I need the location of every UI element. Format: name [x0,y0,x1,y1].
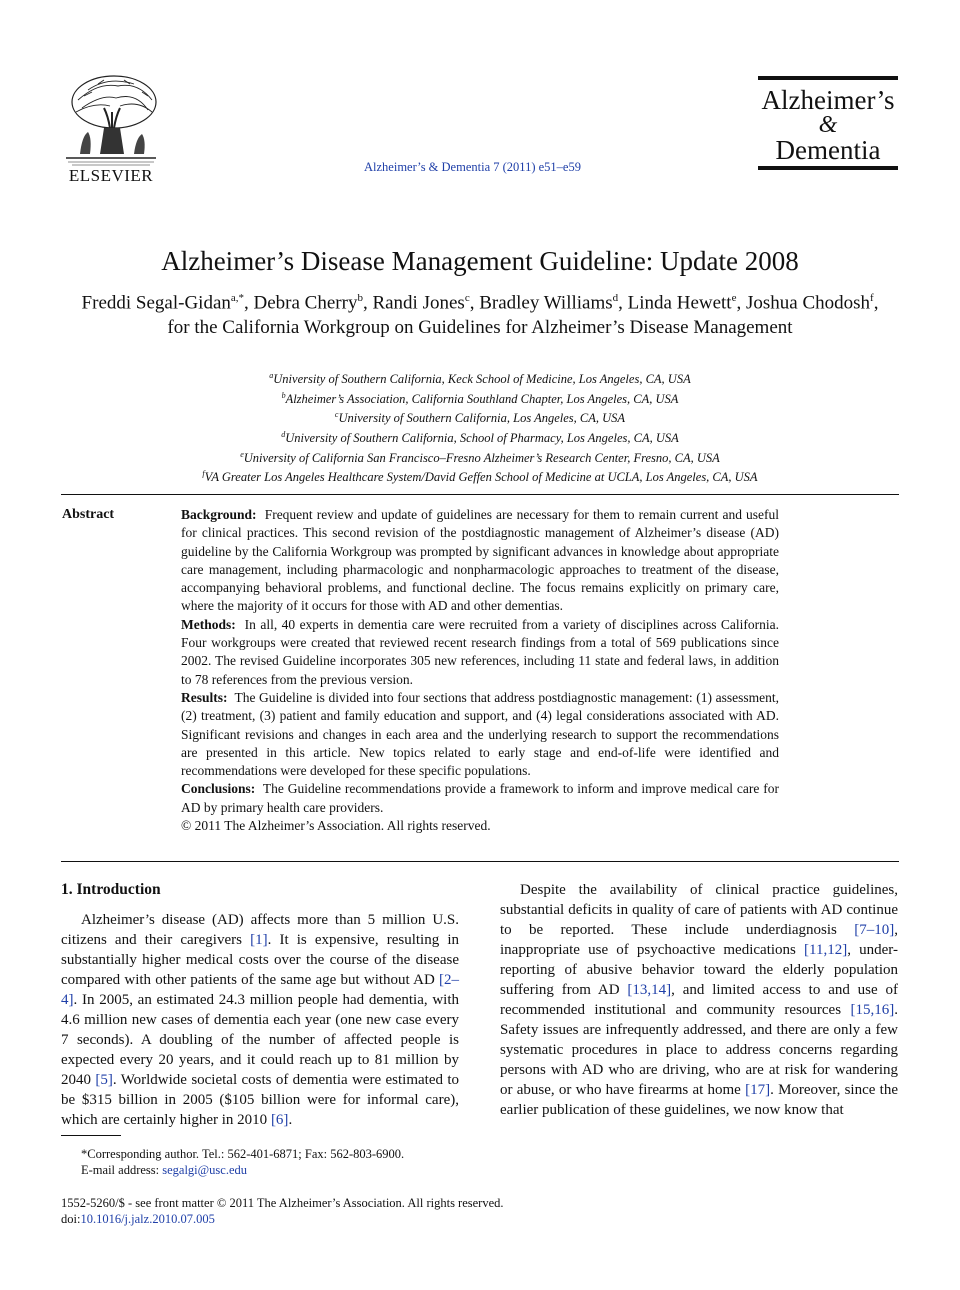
author-affil-sup: d [612,292,619,304]
journal-title-line2: Dementia [775,135,881,165]
body-paragraph: Despite the availability of clinical practice guidelines, substantial deficits in quality of care of patients with AD continue to be reported. These include underdiagnosis [7–10], inappropriate use of psychoactive medications [11,12], under-reporting of abusive behavior toward the elderly population suffering from AD [13,14], and limited access to and use of recommended institutional and community resources [15,16]. Safety issues are infrequently addressed, and there are only a few systematic procedures in place to address concerns regarding persons with AD who are driving, who are at risk for wandering or abuse, or who have firearms at home [17]. Moreover, since the earlier publication of these guidelines, we now know that [500,882,899,1118]
author-name[interactable]: Freddi Segal-Gidan [81,292,231,314]
reference-link[interactable]: [15,16] [850,1002,895,1018]
author-affil-sup: f [870,292,874,304]
publication-info [61,1195,504,1227]
workgroup-name: for the California Workgroup on Guidelines for Alzheimer’s Disease Management [167,317,793,339]
section-heading: 1. Introduction [61,881,161,898]
affiliation-item: $^f$VA Greater Los Angeles Healthcare System/David Geffen School of Medicine at UCLA, Los Angeles, CA, USA [202,469,758,485]
reference-link[interactable]: [6] [270,1112,289,1128]
author-name[interactable]: Debra Cherry [253,292,358,314]
footnotes [81,1146,404,1178]
affiliation-item: $^c$University of Southern California, Los Angeles, CA, USA [334,410,626,426]
email-link[interactable]: segalgi@usc.edu [162,1163,247,1177]
reference-link[interactable]: [13,14] [627,982,672,998]
doi-line: doi:10.1016/j.jalz.2010.07.005 [61,1212,215,1226]
body-column-left [61,880,459,1130]
journal-title-line1: Alzheimer’s [761,85,895,115]
reference-link[interactable]: [11,12] [804,942,848,958]
reference-link[interactable]: [7–10] [854,922,895,938]
publisher-name: ELSEVIER [68,166,154,185]
affiliation-item: $^d$University of Southern California, School of Pharmacy, Los Angeles, CA, USA [281,429,679,446]
journal-citation[interactable]: Alzheimer’s & Dementia 7 (2011) e51–e59 [364,160,581,174]
abstract-background: Background: Frequent review and update of guidelines are necessary for them to remain current and useful for clinical practices. This second revision of the postdiagnostic management of Alzheimer’s disease (AD) guideline by the California Workgroup was prompted by significant advances in knowledge about appropriate care management, including pharmacologic and nonpharmacologic approaches to treatment of the disease, accompanying behavioral problems, and functional decline. The focus remains explicitly on primary care, where the majority of it occurs for those with AD and other dementias. [181,507,780,614]
body-paragraph: Alzheimer’s disease (AD) affects more than 5 million U.S. citizens and their caregivers [1]. It is expensive, resulting in substantially higher medical costs over the course of the disease compared with other patients of the same age but without AD [2–4]. In 2005, an estimated 24.3 million people had dementia, with 4.6 million new cases of dementia each year (one new case every 7 seconds). A doubling of the number of affected people is expected every 20 years, and it could reach up to 81 million by 2040 [5]. Worldwide societal costs of dementia were estimated to be $315 billion in 2005 ($105 billion were for informal care), which are certainly higher in 2010 [6]. [61,912,459,1128]
affiliation-item: $^e$University of California San Francisco–Fresno Alzheimer’s Research Center, Fresno, CA, USA [240,449,720,465]
author-affil-sup: e [731,292,737,304]
article-title: Alzheimer’s Disease Management Guideline: Update 2008 [161,246,799,276]
abstract-results: Results: The Guideline is divided into four sections that address postdiagnostic management: (1) assessment, (2) treatment, (3) patient and family education and support, and (4) legal considerations associated with AD. Significant revisions and changes in each area and the underlying research to support the recommendations are presented in this article. New topics related to early stage and end-of-life were identified and recommendations were developed for these specific populations. [181,689,779,779]
author-name[interactable]: Randi Jones [372,292,465,314]
email-note: E-mail address: segalgi@usc.edu [81,1163,247,1177]
author-name[interactable]: Linda Hewett [627,292,732,314]
doi-link[interactable]: 10.1016/j.jalz.2010.07.005 [80,1212,215,1226]
author-name[interactable]: Joshua Chodosh [745,292,871,314]
issn-line: 1552-5260/$ - see front matter © 2011 The Alzheimer’s Association. All rights reserved. [61,1196,504,1210]
reference-link[interactable]: [17] [745,1082,771,1098]
abstract-bottom-rule [61,861,899,862]
reference-link[interactable]: [5] [95,1072,113,1088]
author-affil-sup: c [464,292,470,304]
corresponding-author-note: *Corresponding author. Tel.: 562-401-6871; Fax: 562-803-6900. [81,1147,405,1161]
reference-link[interactable]: [2–4] [61,972,459,1008]
journal-masthead [758,76,898,170]
body-column-right [500,880,898,1120]
abstract-copyright: © 2011 The Alzheimer’s Association. All rights reserved. [181,818,491,834]
author-affil-sup: a,* [230,292,245,304]
affiliation-list [80,368,880,486]
footnote-rule [61,1135,121,1136]
abstract-top-rule [61,494,899,495]
author-name[interactable]: Bradley Williams [479,292,613,314]
affiliation-item: $^b$Alzheimer’s Association, California Southland Chapter, Los Angeles, CA, USA [281,390,679,406]
abstract-conclusions: Conclusions: The Guideline recommendations provide a framework to inform and improve medical care for AD by primary health care providers. [181,781,779,815]
journal-title-amp: & [818,112,838,138]
abstract-methods: Methods: In all, 40 experts in dementia care were recruited from a variety of disciplines across California. Four workgroups were created that reviewed recent research findings from a total of 569 publications since 2002. The revised Guideline incorporates 305 new references, including 11 state and federal laws, in addition to 78 references from the previous version. [181,616,780,687]
author-affil-sup: b [357,292,363,304]
abstract-body [181,506,779,835]
abstract-label: Abstract [62,507,115,522]
reference-link[interactable]: [1] [250,932,268,948]
author-list: Freddi Segal-Gidan$^{a,*}$, Debra Cherry$^b$, Randi Jones$^c$, Bradley Williams$^d$, Linda Hewett$^e$, Joshua Chodosh$^f$, for the California Workgroup on Guidelines for Alzheimer’s Disease Management [81,292,879,339]
affiliation-item: $^a$University of Southern California, Keck School of Medicine, Los Angeles, CA, USA [269,371,691,387]
